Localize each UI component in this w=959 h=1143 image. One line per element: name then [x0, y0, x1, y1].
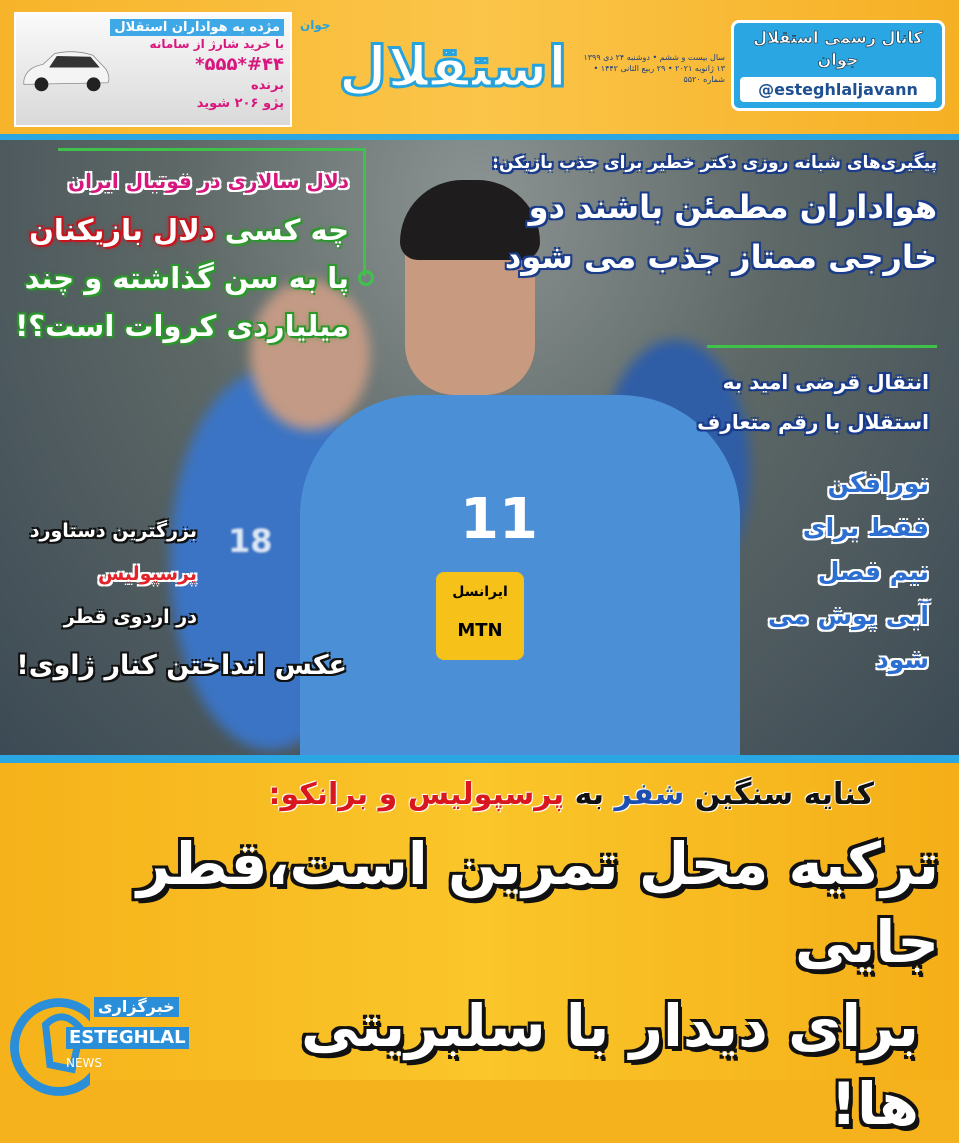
connector-line	[707, 345, 937, 348]
right-story[interactable]: پیگیری‌های شبانه روزی دکتر خطیر برای جذب بازیکن: هواداران مطمئن باشند دو خارجی ممتاز جذب می شود	[492, 153, 937, 276]
newspaper-logo: جوان استقلال سال بیست و ششم • دوشنبه ۲۴ دی ۱۳۹۹ ۱۳ ژانویه ۲۰۲۱ • ۲۹ ربیع الثانی ۱۴۴۲ • شماره ۵۵۲۰	[300, 18, 725, 100]
advertisement[interactable]	[14, 12, 292, 127]
main-story[interactable]	[0, 763, 959, 1138]
floodlight-story[interactable]: نورافکن فقط برای نیم فصل آبی پوش می شود	[768, 469, 929, 674]
qatar-story[interactable]: بزرگترین دستاورد پرسپولیس در اردوی قطر عکس انداختن کنار ژاوی!	[16, 520, 347, 681]
sponsor-logo: ایرانسل MTN	[436, 572, 524, 660]
loan-story[interactable]: انتقال قرضی امید به استقلال با رقم متعارف	[697, 370, 929, 434]
main-headline-line1: ترکیه محل تمرین است،قطر جایی	[136, 830, 939, 976]
divider-stripe	[0, 755, 959, 763]
main-headline-line2: برای دیدار با سلبریتی ها!	[301, 992, 919, 1138]
issue-dateline: سال بیست و ششم • دوشنبه ۲۴ دی ۱۳۹۹ ۱۳ ژانویه ۲۰۲۱ • ۲۹ ربیع الثانی ۱۴۴۲ • شماره ۵۵۲۰	[583, 52, 725, 84]
main-kicker: کنایه سنگین شفر به پرسپولیس و برانکو:	[268, 777, 874, 812]
masthead-band	[0, 0, 959, 136]
jersey-number: 11	[460, 487, 538, 552]
channel-box[interactable]: کانال رسمی استقلال جوان @esteghlaljavann	[731, 20, 945, 111]
headline-row	[10, 987, 939, 1143]
ad-text: مژده به هواداران استقلال با خرید شارژ از سامانه #۴۴*۵۵۵* برنده پژو ۲۰۶ شوید	[108, 16, 284, 113]
connector-dot	[358, 270, 374, 286]
left-story[interactable]: دلال سالاری در فوتبال ایران چه کسی دلال بازیکنان پا به سن گذاشته و چند میلیاردی کروات است؟!	[15, 169, 349, 343]
watermark-logo: خبرگزاری ESTEGHLAL NEWS	[10, 987, 190, 1107]
cover-photo	[0, 140, 959, 755]
back-jersey-number: 18	[228, 522, 273, 560]
car-image	[20, 44, 112, 94]
